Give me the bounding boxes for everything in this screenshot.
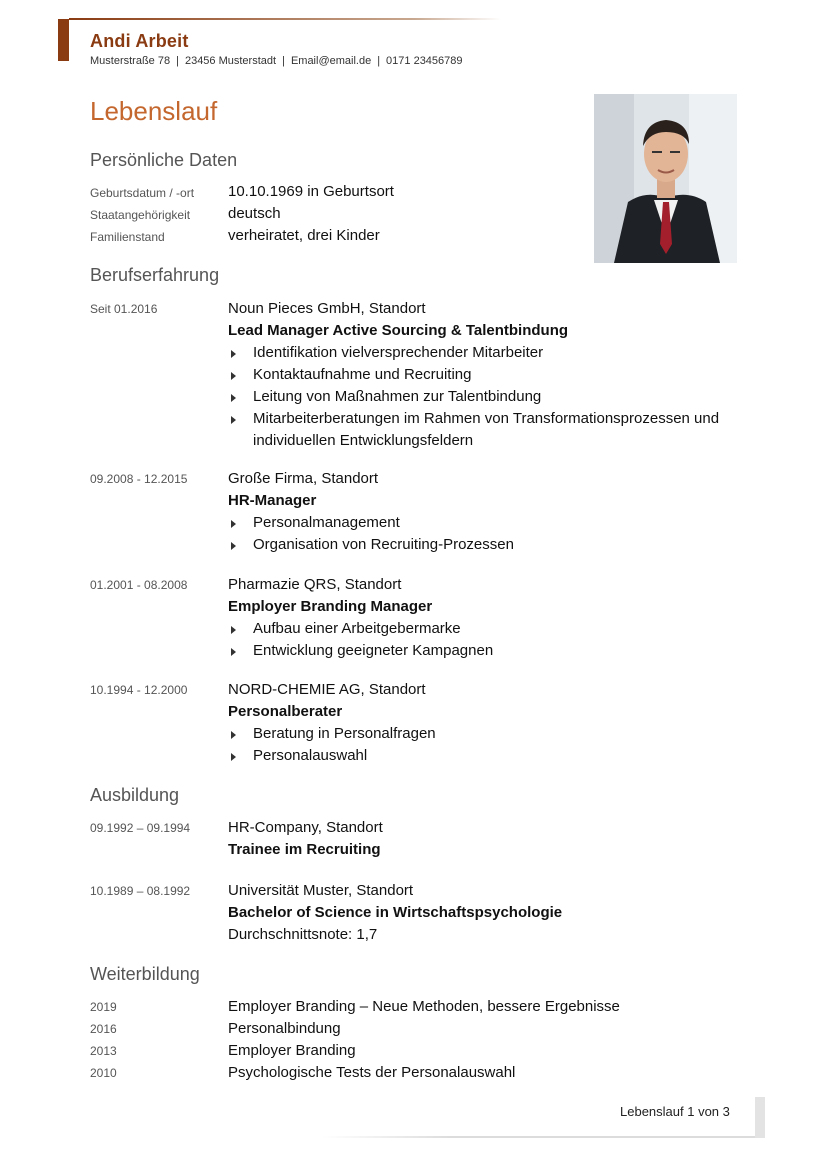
personal-value: verheiratet, drei Kinder xyxy=(228,227,380,244)
footer-rule xyxy=(322,1136,755,1138)
training-year: 2013 xyxy=(90,1044,117,1058)
applicant-photo xyxy=(594,94,737,263)
entry-date: 01.2001 - 08.2008 xyxy=(90,578,188,592)
separator: | xyxy=(176,55,179,67)
training-year: 2019 xyxy=(90,1000,117,1014)
entry-company: Pharmazie QRS, Standort xyxy=(228,576,402,593)
entry-company: Große Firma, Standort xyxy=(228,470,379,487)
separator: | xyxy=(282,55,285,67)
personal-label: Familienstand xyxy=(90,230,165,244)
page-number: Lebenslauf 1 von 3 xyxy=(620,1104,730,1119)
entry-role: HR-Manager xyxy=(228,492,317,509)
bullet-arrow-icon xyxy=(231,753,236,761)
training-year: 2016 xyxy=(90,1022,117,1036)
section-heading-personal: Persönliche Daten xyxy=(90,150,238,170)
contact-email[interactable]: Email@email.de xyxy=(290,55,372,67)
entry-grade: Durchschnittsnote: 1,7 xyxy=(228,926,378,943)
bullet-arrow-icon xyxy=(231,626,236,634)
personal-label: Staatangehörigkeit xyxy=(90,208,191,222)
entry-institution: HR-Company, Standort xyxy=(228,819,383,836)
contact-line xyxy=(90,55,463,67)
training-course: Employer Branding xyxy=(228,1042,356,1059)
separator: | xyxy=(377,55,381,67)
entry-date: 09.1992 – 09.1994 xyxy=(90,821,191,835)
training-course: Personalbindung xyxy=(228,1020,341,1037)
bullet-arrow-icon xyxy=(231,416,236,424)
training-course: Psychologische Tests der Personalauswahl xyxy=(228,1064,516,1081)
applicant-name: Andi Arbeit xyxy=(90,31,189,51)
document-title: Lebenslauf xyxy=(90,96,218,126)
entry-date: 10.1994 - 12.2000 xyxy=(90,683,188,697)
personal-value: 10.10.1969 in Geburtsort xyxy=(228,183,394,200)
entry-role: Lead Manager Active Sourcing & Talentbindung xyxy=(228,322,569,339)
entry-company: NORD-CHEMIE AG, Standort xyxy=(228,681,426,698)
header-rule xyxy=(69,18,501,20)
entry-degree: Trainee im Recruiting xyxy=(228,841,381,858)
portrait-graphic xyxy=(594,94,737,263)
bullet-arrow-icon xyxy=(231,731,236,739)
bullet-arrow-icon xyxy=(231,350,236,358)
entry-degree: Bachelor of Science in Wirtschaftspsychologie xyxy=(228,904,563,921)
contact-phone: 0171 23456789 xyxy=(386,55,463,67)
personal-label: Geburtsdatum / -ort xyxy=(90,186,195,200)
entry-company: Noun Pieces GmbH, Standort xyxy=(228,300,426,317)
training-course: Employer Branding – Neue Methoden, bessere Ergebnisse xyxy=(228,998,620,1015)
bullet-arrow-icon xyxy=(231,372,236,380)
section-heading-experience: Berufserfahrung xyxy=(90,265,220,285)
entry-date: Seit 01.2016 xyxy=(90,302,158,316)
entry-role: Personalberater xyxy=(228,703,343,720)
entry-role: Employer Branding Manager xyxy=(228,598,433,615)
contact-street: Musterstraße 78 xyxy=(90,55,171,67)
contact-city: 23456 Musterstadt xyxy=(184,55,277,67)
personal-value: deutsch xyxy=(228,205,281,222)
entry-date: 10.1989 – 08.1992 xyxy=(90,884,191,898)
footer-bar xyxy=(755,1097,765,1138)
bullet-arrow-icon xyxy=(231,520,236,528)
entry-date: 09.2008 - 12.2015 xyxy=(90,472,188,486)
section-heading-education: Ausbildung xyxy=(90,785,180,805)
bullet-arrow-icon xyxy=(231,648,236,656)
entry-institution: Universität Muster, Standort xyxy=(228,882,414,899)
training-year: 2010 xyxy=(90,1066,117,1080)
bullet-arrow-icon xyxy=(231,394,236,402)
brand-bar xyxy=(58,19,69,61)
bullet-arrow-icon xyxy=(231,542,236,550)
section-heading-training: Weiterbildung xyxy=(90,964,200,984)
